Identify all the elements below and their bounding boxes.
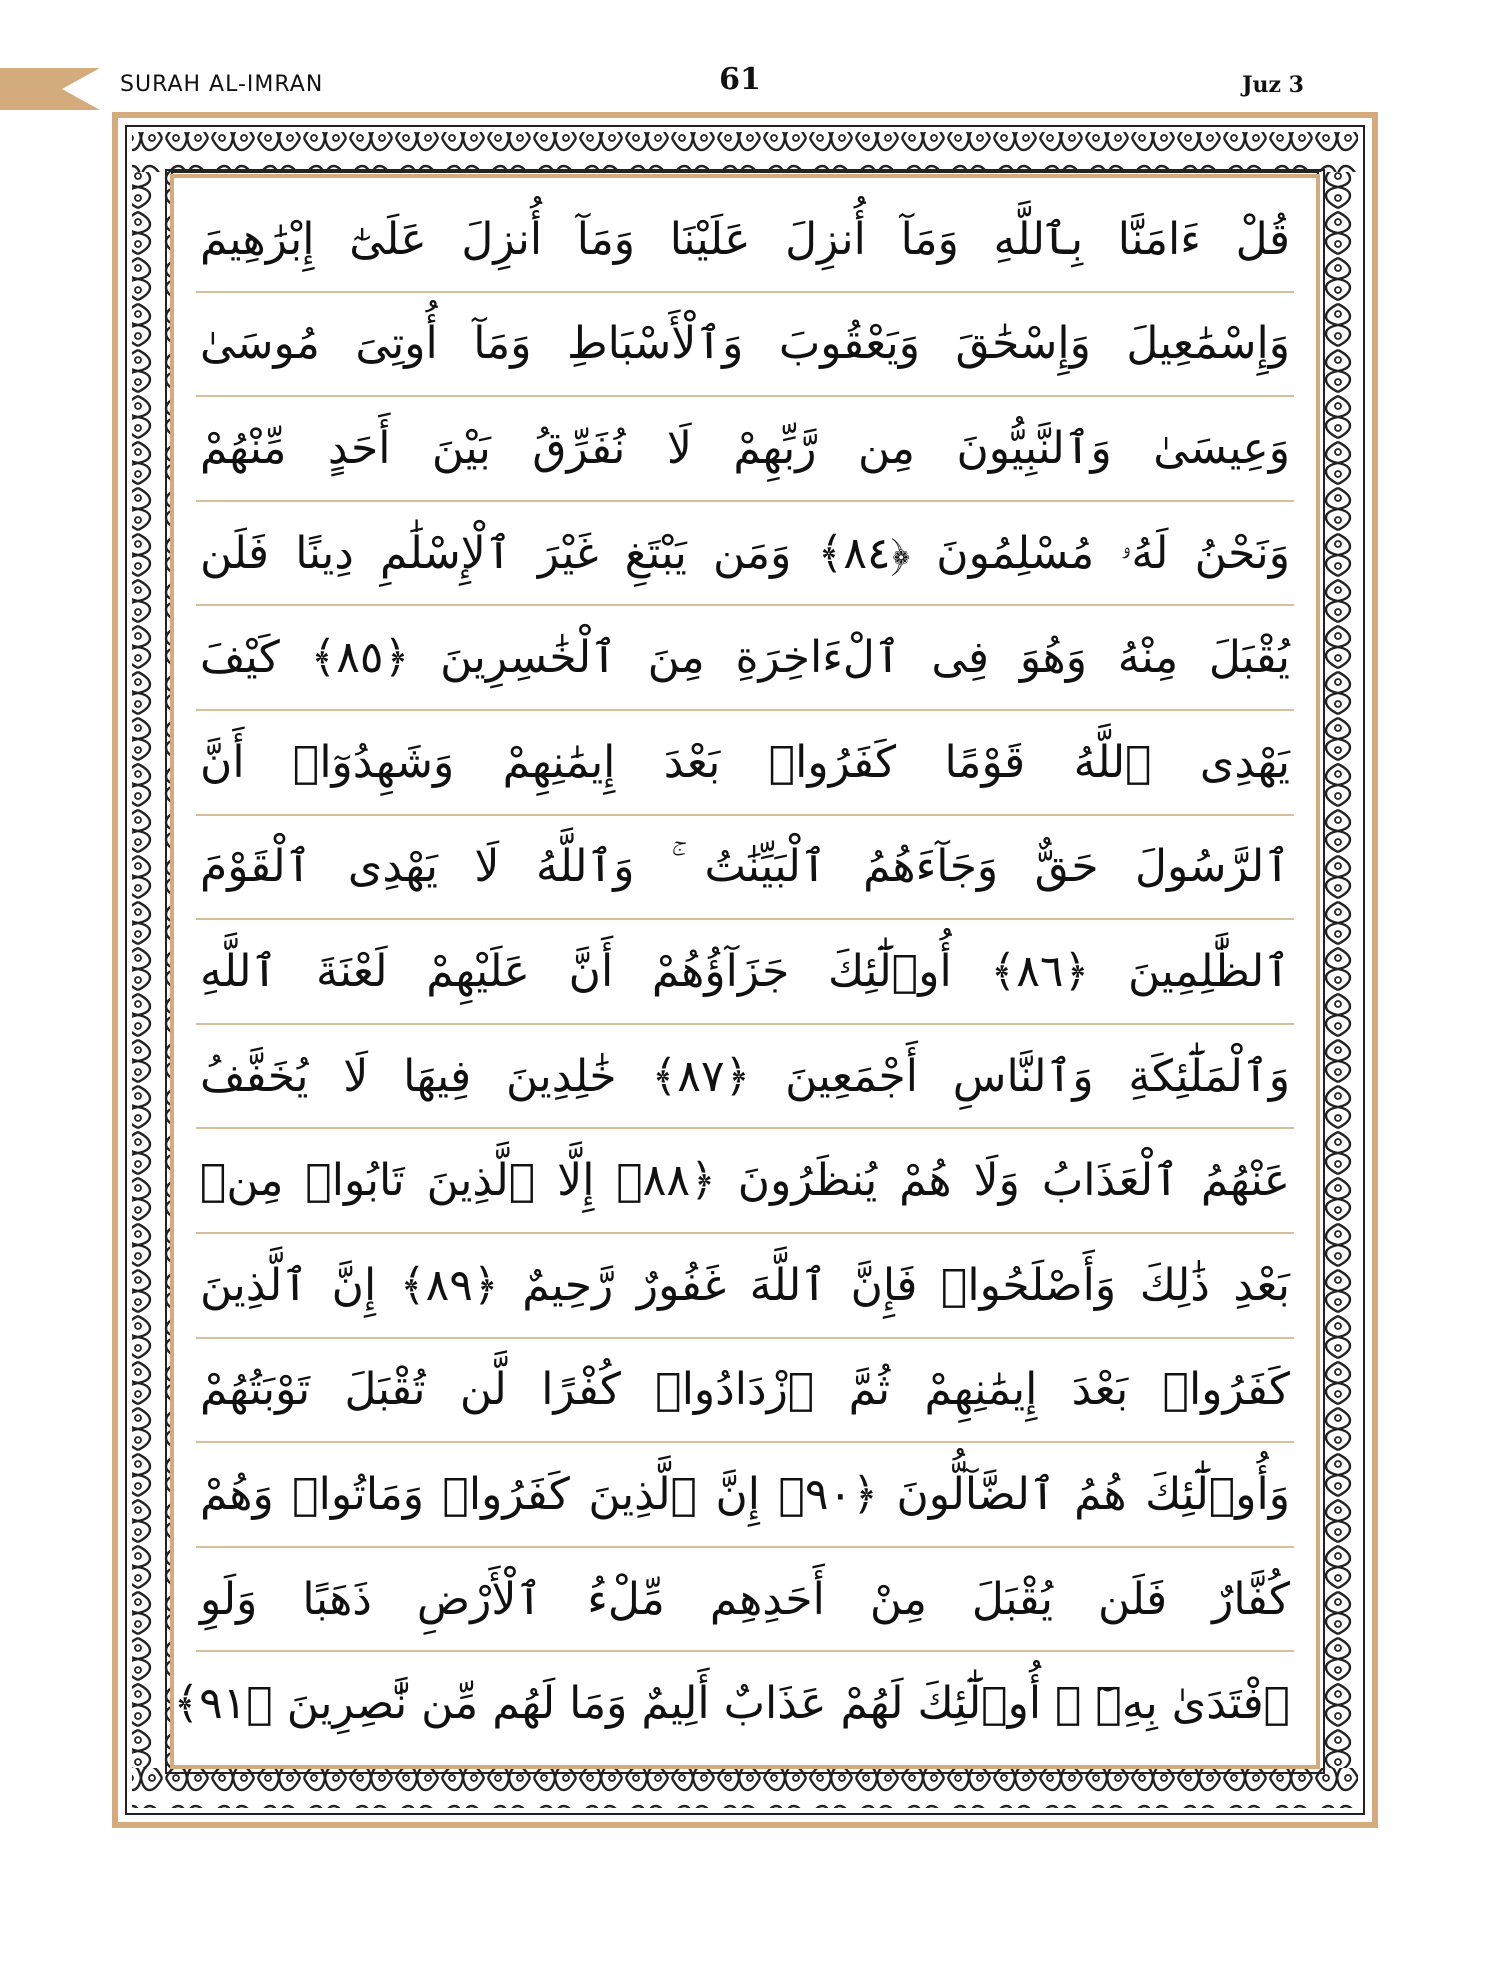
verse-line-13 bbox=[196, 1443, 1294, 1548]
verse-line-3 bbox=[196, 397, 1294, 502]
verse-line-12 bbox=[196, 1339, 1294, 1444]
verse-line-11 bbox=[196, 1234, 1294, 1339]
line-text: وَٱلْمَلَٰٓئِكَةِ وَٱلنَّاسِ أَجْمَعِينَ ﴿٨٧﴾ خَٰلِدِينَ فِيهَا لَا يُخَفَّفُ bbox=[200, 1050, 1290, 1102]
line-text: ٱلظَّٰلِمِينَ ﴿٨٦﴾ أُو۟لَٰٓئِكَ جَزَآؤُهُمْ أَنَّ عَلَيْهِمْ لَعْنَةَ ٱللَّهِ bbox=[200, 945, 1291, 997]
line-text: يَهْدِى ٱللَّهُ قَوْمًا كَفَرُوا۟ بَعْدَ إِيمَٰنِهِمْ وَشَهِدُوٓا۟ أَنَّ bbox=[200, 736, 1290, 788]
line-text: كَفَرُوا۟ بَعْدَ إِيمَٰنِهِمْ ثُمَّ ٱزْدَادُوا۟ كُفْرًا لَّن تُقْبَلَ تَوْبَتُهُمْ bbox=[200, 1364, 1290, 1416]
page-number: 61 bbox=[719, 62, 761, 97]
line-text: وَإِسْمَٰعِيلَ وَإِسْحَٰقَ وَيَعْقُوبَ وَٱلْأَسْبَاطِ وَمَآ أُوتِىَ مُوسَىٰ bbox=[200, 318, 1290, 370]
verse-line-8 bbox=[196, 920, 1294, 1025]
verse-line-14 bbox=[196, 1548, 1294, 1653]
line-text: وَنَحْنُ لَهُۥ مُسْلِمُونَ ﴿٨٤﴾ وَمَن يَبْتَغِ غَيْرَ ٱلْإِسْلَٰمِ دِينًا فَلَن bbox=[200, 527, 1290, 579]
verse-line-4 bbox=[196, 502, 1294, 607]
surah-title: SURAH AL-IMRAN bbox=[120, 72, 324, 97]
verse-line-10 bbox=[196, 1129, 1294, 1234]
verse-line-7 bbox=[196, 816, 1294, 921]
verse-line-9 bbox=[196, 1025, 1294, 1130]
page-edge-tab bbox=[0, 68, 100, 110]
line-text: وَعِيسَىٰ وَٱلنَّبِيُّونَ مِن رَّبِّهِمْ لَا نُفَرِّقُ بَيْنَ أَحَدٍ مِّنْهُمْ bbox=[200, 422, 1290, 474]
line-text: ٱلرَّسُولَ حَقٌّ وَجَآءَهُمُ ٱلْبَيِّنَٰتُ ۚ وَٱللَّهُ لَا يَهْدِى ٱلْقَوْمَ bbox=[200, 841, 1290, 893]
line-text: قُلْ ءَامَنَّا بِٱللَّهِ وَمَآ أُنزِلَ عَلَيْنَا وَمَآ أُنزِلَ عَلَىٰٓ إِبْرَٰهِيمَ bbox=[200, 213, 1290, 265]
verse-line-6 bbox=[196, 711, 1294, 816]
line-text: يُقْبَلَ مِنْهُ وَهُوَ فِى ٱلْءَاخِرَةِ مِنَ ٱلْخَٰسِرِينَ ﴿٨٥﴾ كَيْفَ bbox=[200, 632, 1290, 684]
verse-line-1 bbox=[196, 188, 1294, 293]
line-text: وَأُو۟لَٰٓئِكَ هُمُ ٱلضَّآلُّونَ ﴿٩٠﴾ إِنَّ ٱلَّذِينَ كَفَرُوا۟ وَمَاتُوا۟ وَهُمْ bbox=[200, 1468, 1290, 1520]
verse-line-5 bbox=[196, 606, 1294, 711]
verse-line-2 bbox=[196, 293, 1294, 398]
line-text: بَعْدِ ذَٰلِكَ وَأَصْلَحُوا۟ فَإِنَّ ٱللَّهَ غَفُورٌ رَّحِيمٌ ﴿٨٩﴾ إِنَّ ٱلَّذِينَ bbox=[200, 1259, 1290, 1311]
line-text: ٱفْتَدَىٰ بِهِۦٓ ۗ أُو۟لَٰٓئِكَ لَهُمْ عَذَابٌ أَلِيمٌ وَمَا لَهُم مِّن نَّٰصِرِينَ ﴿٩١﴾ bbox=[173, 1678, 1290, 1730]
juz-label: Juz 3 bbox=[1242, 72, 1304, 98]
line-text: عَنْهُمُ ٱلْعَذَابُ وَلَا هُمْ يُنظَرُونَ ﴿٨٨﴾ إِلَّا ٱلَّذِينَ تَابُوا۟ مِنۢ bbox=[200, 1155, 1290, 1207]
verse-line-15 bbox=[173, 1652, 1294, 1755]
line-text: كُفَّارٌ فَلَن يُقْبَلَ مِنْ أَحَدِهِم مِّلْءُ ٱلْأَرْضِ ذَهَبًا وَلَوِ bbox=[200, 1573, 1290, 1625]
verse-lines bbox=[173, 188, 1294, 1755]
text-panel bbox=[170, 174, 1320, 1769]
